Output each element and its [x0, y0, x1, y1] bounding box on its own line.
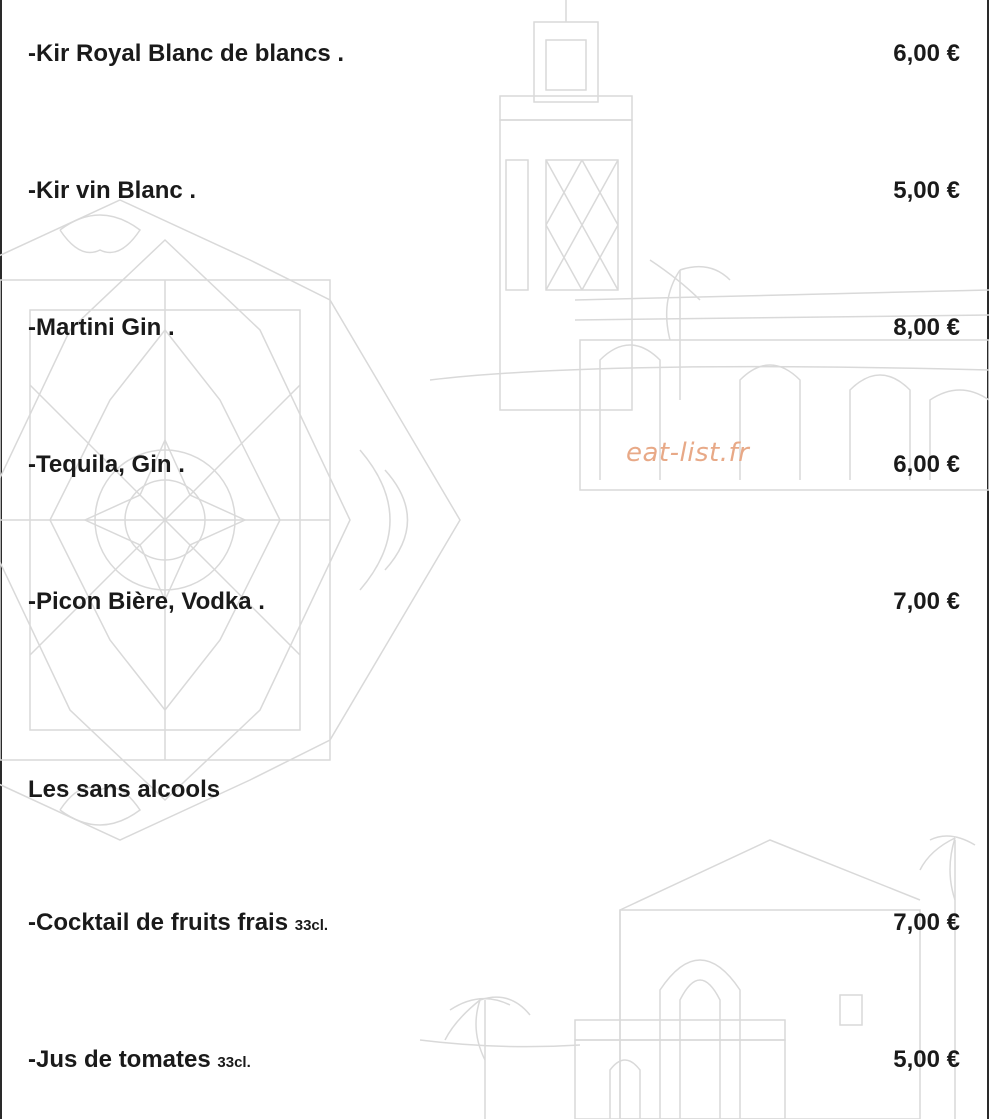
item-price: 6,00 € [893, 451, 960, 478]
item-price: 7,00 € [893, 909, 960, 936]
item-name: -Martini Gin . [28, 314, 175, 341]
item-price: 7,00 € [893, 588, 960, 615]
item-name-text: -Jus de tomates [28, 1046, 218, 1073]
list-item [28, 177, 960, 211]
item-name: -Kir Royal Blanc de blancs . [28, 40, 345, 67]
list-item [28, 1046, 960, 1080]
item-price: 6,00 € [893, 40, 960, 67]
item-name: -Tequila, Gin . [28, 451, 185, 478]
section-title: Les sans alcools [28, 776, 221, 803]
item-name: -Picon Bière, Vodka . [28, 588, 265, 615]
item-price: 5,00 € [893, 1046, 960, 1073]
item-name [28, 1046, 251, 1074]
item-size: 33cl. [294, 917, 329, 934]
list-item [28, 314, 960, 348]
geometric-pattern-icon [0, 200, 460, 840]
item-name [28, 909, 328, 937]
list-item [28, 40, 960, 74]
item-name: -Kir vin Blanc . [28, 177, 197, 204]
list-item [28, 588, 960, 622]
item-name-text: -Cocktail de fruits frais [28, 909, 295, 936]
item-price: 5,00 € [893, 177, 960, 204]
item-size: 33cl. [217, 1054, 251, 1071]
list-item [28, 909, 960, 943]
list-item [28, 451, 960, 485]
watermark: eat-list.fr [626, 438, 750, 468]
item-price: 8,00 € [893, 314, 960, 341]
